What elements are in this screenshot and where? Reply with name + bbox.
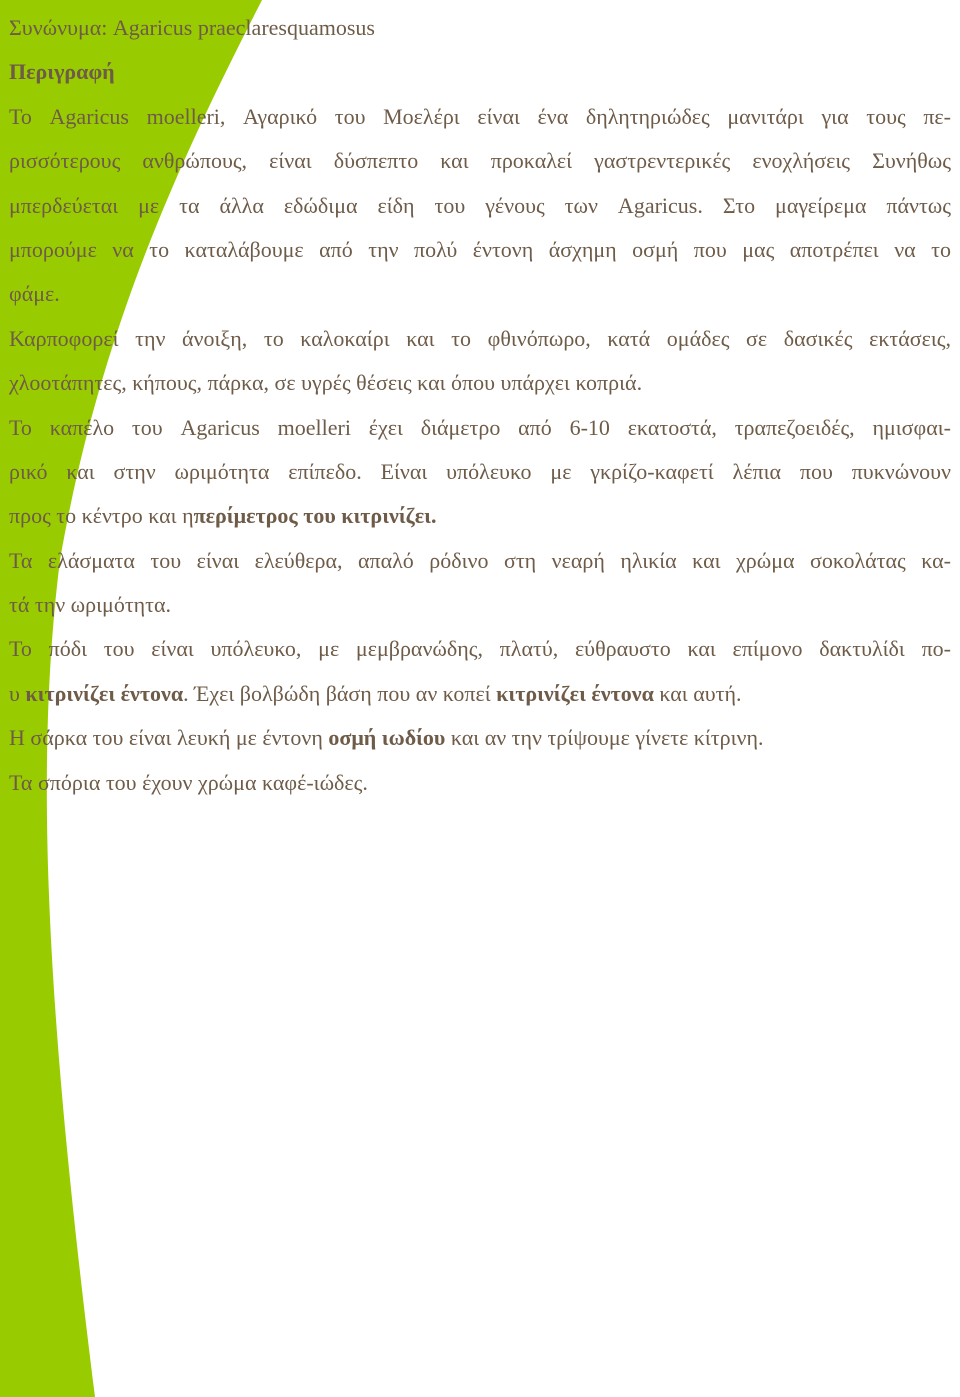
text-span: . Έχει βολβώδη βάση που αν κοπεί	[183, 680, 497, 706]
text-span: Το Agaricus moelleri, Αγαρικό του Μοελέρι είναι ένα δηλητηριώδες μανιτάρι για τους πε-	[9, 103, 951, 129]
text-span: και αυτή.	[653, 680, 742, 706]
text-line	[9, 139, 951, 183]
text-line	[9, 761, 951, 805]
synonym-line: Συνώνυμα: Agaricus praeclaresquamosus	[9, 15, 375, 40]
text-line	[9, 539, 951, 583]
text-line	[9, 361, 951, 405]
text-line	[9, 716, 951, 760]
text-span: μπερδεύεται με τα άλλα εδώδιμα είδη του γένους των Agaricus. Στο μαγείρεμα πάντως	[9, 192, 951, 218]
text-span: προς το κέντρο και η	[9, 503, 194, 529]
text-line	[9, 406, 951, 450]
text-span: Η σάρκα του είναι λευκή με έντονη	[9, 725, 329, 751]
description-text	[9, 95, 951, 805]
section-heading: Περιγραφή	[9, 59, 115, 85]
text-span: και αν την τρίψουμε γίνετε κίτρινη.	[445, 725, 764, 751]
text-span: Τα σπόρια του έχουν χρώμα καφέ-ιώδες.	[9, 769, 368, 795]
bold-text: οσμή ιωδίου	[328, 725, 446, 751]
text-line	[9, 184, 951, 228]
text-line	[9, 95, 951, 139]
bold-text: κιτρινίζει έντονα	[25, 680, 184, 706]
text-span: ρισσότερους ανθρώπους, είναι δύσπεπτο και προκαλεί γαστρεντερικές ενοχλήσεις Συνήθως	[9, 148, 951, 174]
text-line	[9, 228, 951, 272]
text-span: μπορούμε να το καταλάβουμε από την πολύ έντονη άσχημη οσμή που μας αποτρέπει να το	[9, 236, 951, 262]
text-span: φάμε.	[9, 281, 60, 307]
text-span: τά την ωριμότητα.	[9, 592, 172, 618]
text-span: χλοοτάπητες, κήπους, πάρκα, σε υγρές θέσεις και όπου υπάρχει κοπριά.	[9, 370, 643, 396]
text-line	[9, 450, 951, 494]
text-span: Τα ελάσματα του είναι ελεύθερα, απαλό ρόδινο στη νεαρή ηλικία και χρώμα σοκολάτας κα-	[9, 547, 951, 573]
text-span: Το πόδι του είναι υπόλευκο, με μεμβρανώδης, πλατύ, εύθραυστο και επίμονο δακτυλίδι πο-	[9, 636, 951, 662]
text-line	[9, 272, 951, 316]
text-line	[9, 583, 951, 627]
bold-text: κιτρινίζει έντονα	[496, 680, 654, 706]
text-span: Το καπέλο του Agaricus moelleri έχει διάμετρο από 6-10 εκατοστά, τραπεζοειδές, ημισφαι-	[9, 414, 951, 440]
text-span: ρικό και στην ωριμότητα επίπεδο. Είναι υπόλευκο με γκρίζο-καφετί λέπια που πυκνώνουν	[9, 458, 951, 484]
text-line	[9, 672, 951, 716]
text-line	[9, 627, 951, 671]
text-span: υ	[9, 680, 26, 706]
bold-text: περίμετρος του κιτρινίζει.	[193, 503, 437, 529]
text-line	[9, 494, 951, 538]
text-line	[9, 317, 951, 361]
text-span: Καρποφορεί την άνοιξη, το καλοκαίρι και το φθινόπωρο, κατά ομάδες σε δασικές εκτάσεις,	[9, 325, 951, 351]
